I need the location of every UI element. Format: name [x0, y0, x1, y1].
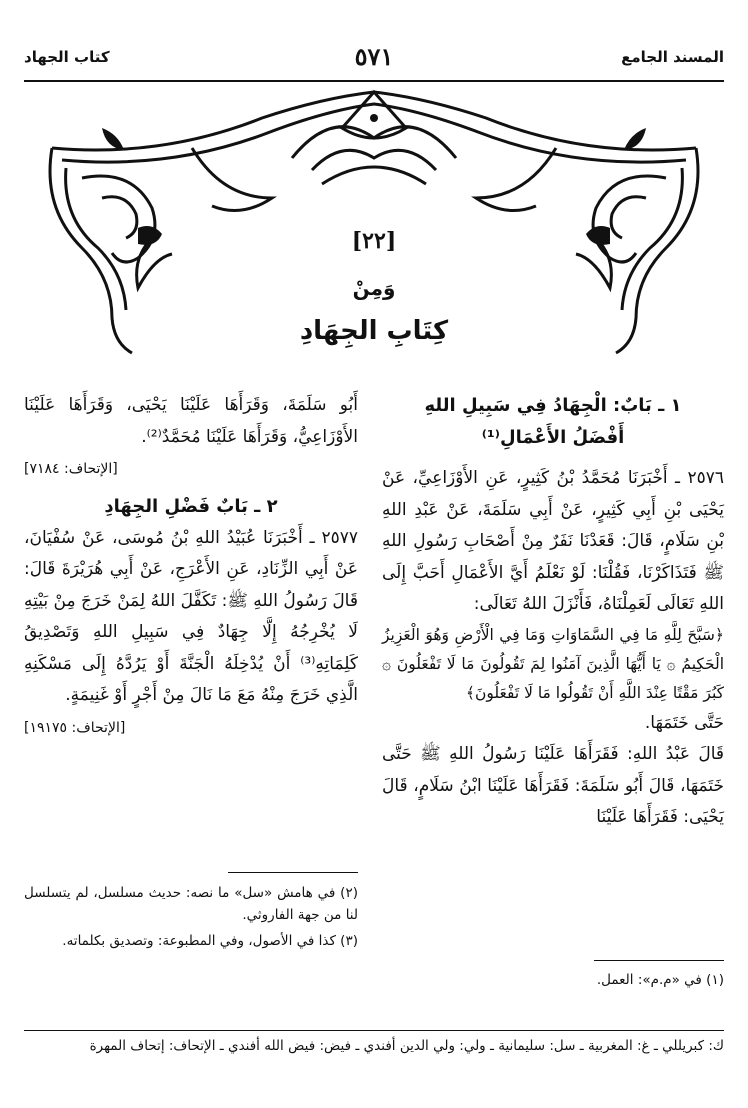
ithaf-reference-1: [الإتحاف: ٧١٨٤] — [24, 461, 118, 477]
footnote-3: (٣) كذا في الأصول، وفي المطبوعة: وتصديق بكلماته. — [62, 933, 358, 949]
footnote-1: (١) في «م.م»: العمل. — [596, 972, 724, 988]
ithaf-reference-2: [الإتحاف: ١٩١٧٥] — [24, 719, 126, 736]
spacer — [382, 453, 724, 463]
chapter-title: كِتَابِ الجِهَادِ — [299, 316, 449, 346]
chapter-number: [٢٢] — [351, 228, 397, 254]
right-column — [382, 390, 724, 834]
bottom-rule — [24, 1030, 724, 1031]
quran-verse: ﴿سَبَّحَ لِلَّهِ مَا فِي السَّمَاوَاتِ وَمَا فِي الْأَرْضِ وَهُوَ الْعَزِيزُ الْحَكِيمُ ۞ يَا أَيُّهَا الَّذِينَ آمَنُوا لِمَ تَقُولُونَ مَا لَا تَفْعَلُونَ ۞ كَبُرَ مَقْتًا عِنْدَ اللَّهِ أَنْ تَقُولُوا مَا لَا تَفْعَلُونَ﴾ — [382, 625, 724, 702]
header-rule — [24, 80, 724, 82]
abbreviations-key: ك: كبريللي ـ غ: المغربية ـ سل: سليمانية ـ ولي: ولي الدين أفندي ـ فيض: فيض الله أفندي ـ الإتحاف: إتحاف المهرة — [89, 1038, 724, 1054]
hadith-2576-text: ٢٥٧٦ ـ أَخْبَرَنَا مُحَمَّدُ بْنُ كَثِيرٍ، عَنِ الأَوْزَاعِيِّ، عَنْ يَحْيَى بْنِ أَبِي كَثِيرٍ، عَنْ أَبِي سَلَمَةَ، عَنْ عَبْدِ اللهِ بْنِ سَلَامٍ، قَالَ: قَعَدْنَا نَفَرٌ مِنْ أَصْحَابِ رَسُولِ اللهِ ﷺ فَتَذَاكَرْنَا، فَقُلْنَا: لَوْ نَعْلَمُ أَيَّ الأَعْمَالِ أَحَبَّ إِلَى اللهِ تَعَالَى لَعَمِلْنَاهُ، فَأَنْزَلَ اللهُ تَعَالَى: — [382, 468, 724, 614]
bab-1-heading-line2: أَفْضَلُ الأَعْمَالِ⁽¹⁾ — [481, 426, 625, 448]
chapter-wamin: وَمِنْ — [352, 276, 396, 300]
hadith-2576-continuation: قَالَ عَبْدُ اللهِ: فَقَرَأَهَا عَلَيْنَا رَسُولُ اللهِ ﷺ حَتَّى خَتَمَهَا، قَالَ أَبُو سَلَمَةَ: فَقَرَأَهَا عَلَيْنَا ابْنُ سَلَامٍ، قَالَ يَحْيَى: فَقَرَأَهَا عَلَيْنَا — [382, 744, 724, 827]
bab-1-heading-line1: ١ ـ بَابٌ: الْجِهَادُ فِي سَبِيلِ اللهِ — [424, 395, 682, 416]
page-number: ٥٧١ — [354, 42, 394, 71]
hadith-2576-closing: حَتَّى خَتَمَهَا. — [644, 712, 724, 733]
page-header — [24, 40, 724, 74]
left-column — [24, 390, 358, 750]
left-footnotes — [24, 882, 358, 956]
bab-2-heading: ٢ ـ بَابٌ فَضْلِ الجِهَادِ — [104, 496, 278, 517]
hadith-2576-end: أَبُو سَلَمَةَ، وَقَرَأَهَا عَلَيْنَا يَحْيَى، وَقَرَأَهَا عَلَيْنَا الأَوْزَاعِيُّ، وَقَرَأَهَا عَلَيْنَا مُحَمَّدٌ⁽²⁾. — [24, 395, 358, 447]
hadith-2577-text: ٢٥٧٧ ـ أَخْبَرَنَا عُبَيْدُ اللهِ بْنُ مُوسَى، عَنْ سُفْيَانَ، عَنْ أَبِي الزِّنَادِ، عَنِ الأَعْرَجِ، عَنْ أَبِي هُرَيْرَةَ قَالَ: قَالَ رَسُولُ اللهِ ﷺ: تَكَفَّلَ اللهُ لِمَنْ خَرَجَ مِنْ بَيْتِهِ لَا يُخْرِجُهُ إِلَّا جِهَادٌ فِي سَبِيلِ اللهِ وَتَصْدِيقُ كَلِمَاتِهِ⁽³⁾ أَنْ يُدْخِلَهُ الْجَنَّةَ أَوْ يَرُدَّهُ إِلَى مَسْكَنِهِ الَّذِي خَرَجَ مِنْهُ مَعَ مَا نَالَ مِنْ أَجْرٍ أَوْ غَنِيمَةٍ. — [24, 527, 358, 705]
footnote-2: (٢) في هامش «سل» ما نصه: حديث مسلسل، لم يتسلسل لنا من جهة الفاروثي. — [24, 885, 358, 923]
running-title-chapter: كتاب الجهاد — [24, 48, 110, 66]
footnote-rule-left — [228, 872, 358, 873]
running-title-book: المسند الجامع — [621, 48, 724, 66]
footnote-rule-right — [594, 960, 724, 961]
